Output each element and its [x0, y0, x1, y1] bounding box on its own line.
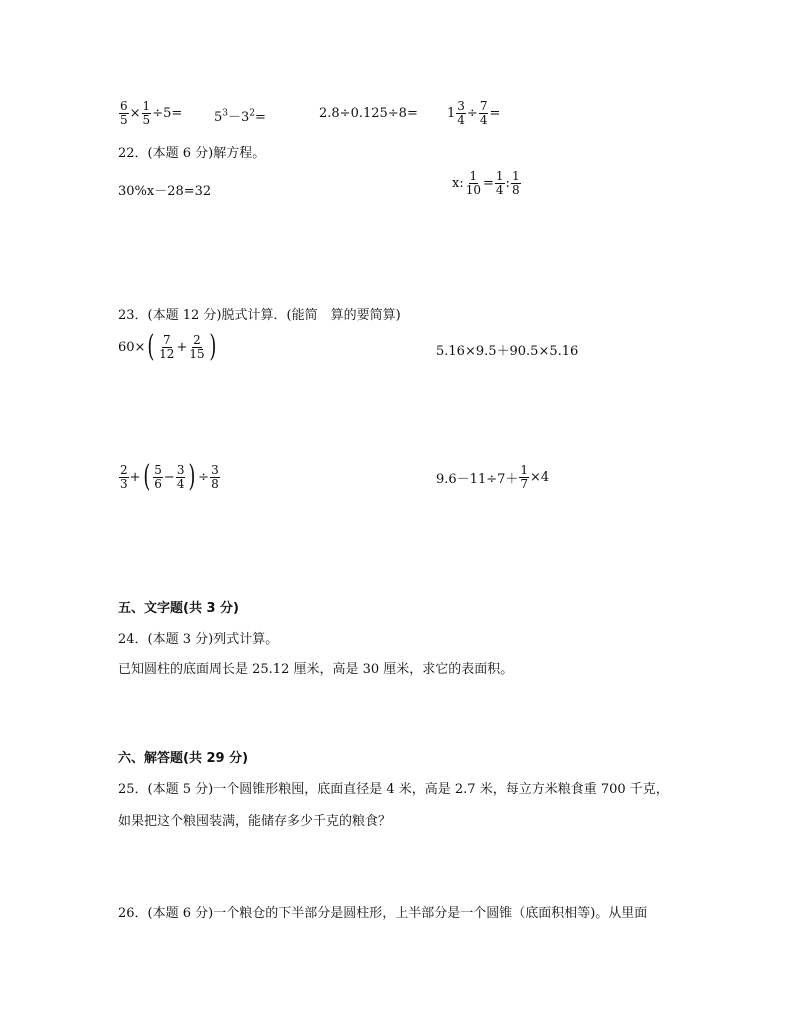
calc-expression-1: 60× ( $\frac{7}{12}$ + $\frac{2}{15}$ )	[118, 329, 216, 364]
question-25-line-2: 如果把这个粮囤装满，能储存多少千克的粮食？	[118, 814, 392, 829]
section-5-heading: 五、文字题(共 3 分)	[118, 601, 239, 616]
expression-2: $5^3-3^2=$	[214, 108, 266, 125]
question-26-line-1: 26．(本题 6 分)一个粮仓的下半部分是圆柱形，上半部分是一个圆锥（底面积相等)。从里面	[118, 906, 648, 921]
question-22-title: 22．(本题 6 分)解方程。	[118, 146, 266, 161]
calc-expression-4: 9.6－11÷7＋ $\frac{1}{7}$ ×4	[436, 463, 550, 491]
fraction: $\frac{1}{5}$	[142, 99, 151, 127]
expression-4: 1 $\frac{3}{4}$ ÷ $\frac{7}{4}$ =	[447, 99, 501, 127]
fraction: $\frac{7}{12}$	[159, 332, 175, 361]
question-24-text: 已知圆柱的底面周长是 25.12 厘米，高是 30 厘米，求它的表面积。	[118, 662, 514, 677]
fraction: $\frac{5}{6}$	[154, 462, 162, 491]
calc-expression-3: $\frac{2}{3}$ + ( $\frac{5}{6}$ − $\frac{3}{4}$ ) ÷ $\frac{3}{8}$	[120, 459, 219, 494]
fraction: $\frac{2}{15}$	[189, 332, 205, 361]
question-24-title: 24．(本题 3 分)列式计算。	[118, 632, 279, 647]
fraction: $\frac{6}{5}$	[120, 99, 128, 127]
calc-expression-2: 5.16×9.5＋90.5×5.16	[436, 344, 579, 359]
equation-2: x: $\frac{1}{10}$ = $\frac{1}{4}$ : $\frac{1}{8}$	[452, 169, 520, 197]
fraction: $\frac{1}{7}$	[520, 463, 529, 491]
fraction: $\frac{3}{4}$	[176, 462, 185, 491]
fraction: $\frac{1}{4}$	[495, 169, 504, 197]
section-6-heading: 六、解答题(共 29 分)	[118, 751, 249, 766]
equation-1: 30%x－28=32	[118, 184, 212, 199]
fraction: $\frac{1}{8}$	[511, 169, 520, 197]
question-25-line-1: 25．(本题 5 分)一个圆锥形粮囤，底面直径是 4 米，高是 2.7 米，每立方米粮食重 700 千克，	[118, 782, 669, 797]
expression-1: $\frac{6}{5}$ × $\frac{1}{5}$ ÷5=	[120, 99, 183, 127]
fraction: $\frac{1}{10}$	[465, 169, 481, 197]
question-23-title: 23．(本题 12 分)脱式计算．(能简 算的要简算)	[118, 308, 401, 323]
expression-3: 2.8÷0.125÷8=	[319, 106, 418, 121]
fraction: $\frac{3}{8}$	[211, 462, 219, 491]
fraction: $\frac{3}{4}$	[457, 99, 465, 127]
fraction: $\frac{7}{4}$	[479, 99, 488, 127]
fraction: $\frac{2}{3}$	[120, 462, 128, 491]
